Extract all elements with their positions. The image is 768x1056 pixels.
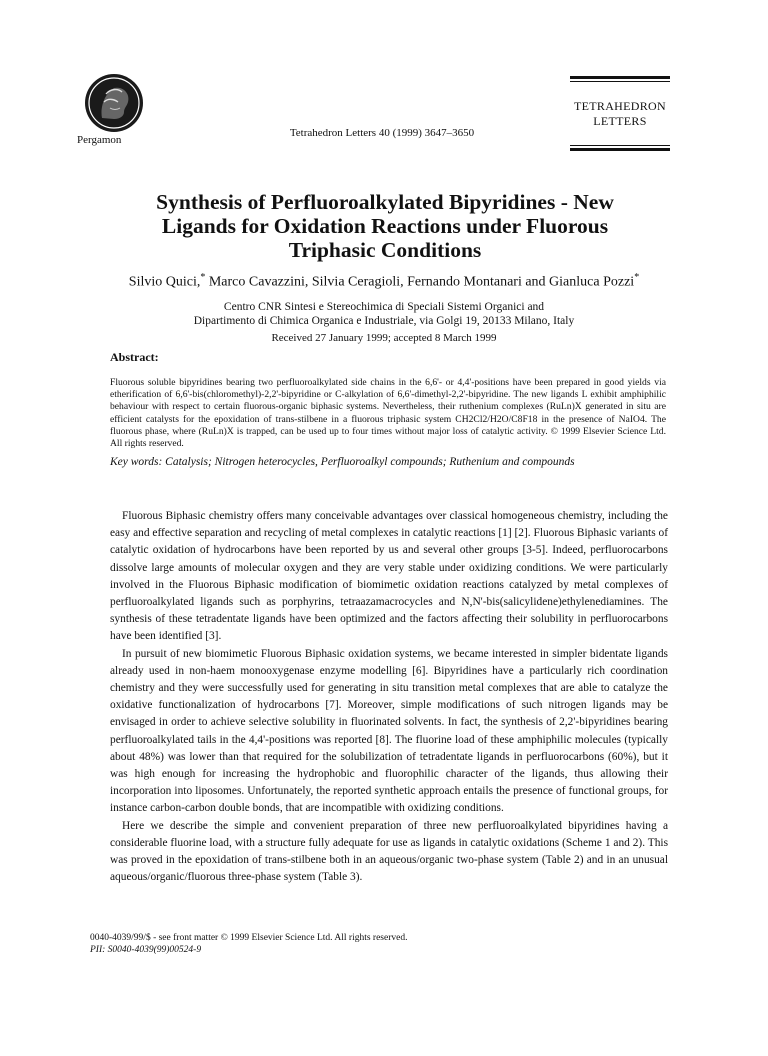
journal-name xyxy=(560,99,680,129)
author-first: Silvio Quici, xyxy=(128,274,201,290)
pergamon-emblem-icon xyxy=(80,72,148,134)
title-line-3: Triphasic Conditions xyxy=(288,238,482,262)
publisher-name: Pergamon xyxy=(77,134,122,146)
affiliation xyxy=(80,300,688,328)
corresponding-marker-2: * xyxy=(634,272,640,283)
corresponding-marker: * xyxy=(200,272,206,283)
title-line-2: Ligands for Oxidation Reactions under Fluorous xyxy=(161,214,609,238)
copyright-line: 0040-4039/99/$ - see front matter © 1999 Elsevier Science Ltd. All rights reserved. xyxy=(90,933,408,943)
keywords: Key words: Catalysis; Nitrogen heterocycles, Perfluoroalkyl compounds; Ruthenium and compounds xyxy=(110,456,575,468)
abstract-text: Fluorous soluble bipyridines bearing two perfluoroalkylated side chains in the 6,6'- or 4,4'-positions have been prepared in good yields via etherification of 6,6'-bis(chloromethyl)-2,2'-bipyridine or C-alkylation of 6,6'-dimethyl-2,2'-bipyridine. The new ligands L exhibit amphiphilic behaviour with respect to certain fluorous-organic biphasic systems. Nevertheless, their ruthenium complexes (RuLn)X generated in situ are efficient catalysts for the epoxidation of trans-stilbene in a fluorous triphasic system CH2Cl2/H2O/C8F18 in the presence of NaIO4. The fluorous phase, where (RuLn)X is trapped, can be used up to four times without major loss of catalytic activity. © 1999 Elsevier Science Ltd. All rights reserved. xyxy=(110,377,666,450)
abstract-heading: Abstract: xyxy=(110,350,159,364)
journal-rule-top xyxy=(570,76,670,79)
body-paragraph: In pursuit of new biomimetic Fluorous Biphasic oxidation systems, we became interested in simpler bidentate ligands already used in non-haem monooxygenase enzyme modelling [6]. Bipyridines have a particularly rich coordination chemistry and they were successfully used for generating in situ transition metal complexes that are able to catalyze the oxidative functionalization of hydrocarbons [7]. Moreover, simple modifications of such nitrogen ligands may be envisaged in order to achieve selective solubility in fluorinated solvents. In fact, the synthesis of 2,2'-bipyridines bearing perfluoroalkylated tails in the 4,4'-positions was reported [8]. The fluorine load of these amphiphilic molecules (typically about 48%) was lower than that required for the solubilization of tetradentate ligands in perfluorocarbons (60%), but it was high enough for increasing the hydrophobic and fluorophilic character of the ligands, thus allowing their incorporation into liposomes. Unfortunately, the reported synthetic approach entails the presence of functional groups, for instance carbon-carbon double bonds, that are incompatible with oxidizing conditions. xyxy=(110,647,668,815)
article-title xyxy=(90,190,680,262)
journal-name-line1: TETRAHEDRON xyxy=(574,99,666,113)
body-paragraph: Here we describe the simple and convenient preparation of three new perfluoroalkylated bipyridines having a considerable fluorine load, with a structure fully adequate for use as ligands in catalytic oxidations (Scheme 1 and 2). This was proved in the epoxidation of trans-stilbene both in an aqueous/organic two-phase system (Table 2) and in an unusual aqueous/organic/fluorous three-phase system (Table 3). xyxy=(110,819,668,884)
affiliation-line-1: Centro CNR Sintesi e Stereochimica di Speciali Sistemi Organici and xyxy=(223,301,545,313)
author-rest: Marco Cavazzini, Silvia Ceragioli, Fernando Montanari and Gianluca Pozzi xyxy=(205,274,635,290)
author-list xyxy=(80,272,688,291)
citation-text: Tetrahedron Letters 40 (1999) 3647–3650 xyxy=(289,127,475,139)
journal-rule-bottom xyxy=(570,148,670,151)
copyright-footer xyxy=(90,932,407,956)
article-body xyxy=(110,508,668,886)
affiliation-line-2: Dipartimento di Chimica Organica e Industriale, via Golgi 19, 20133 Milano, Italy xyxy=(193,315,575,327)
journal-rule-top-thin xyxy=(570,81,670,82)
title-line-1: Synthesis of Perfluoroalkylated Bipyridines - New xyxy=(156,190,614,214)
publisher-logo xyxy=(80,72,148,134)
journal-rule-bottom-thin xyxy=(570,145,670,146)
pii-line: PII: S0040-4039(99)00524-9 xyxy=(90,945,202,955)
journal-name-line2: LETTERS xyxy=(593,114,647,128)
body-paragraph: Fluorous Biphasic chemistry offers many conceivable advantages over classical homogeneous chemistry, including the easy and effective separation and recycling of metal complexes in catalytic reactions [1] [2]. Fluorous Biphasic variants of catalytic oxidation of hydrocarbons have been reported by us and several other groups [3-5]. Indeed, perfluorocarbons dissolve large amounts of molecular oxygen and they are very stable under oxidizing conditions. We were particularly involved in the Fluorous Biphasic modification of biomimetic oxidation reactions catalyzed by metal complexes of perfluoroalkylated ligands such as porphyrins, tetraazamacrocycles and N,N'-bis(salicylidene)ethylenediamines. The synthesis of these tetradentate ligands have been optimized and the factors affecting their solubility in perfluorocarbons have been identified [3]. xyxy=(110,510,668,643)
received-dates: Received 27 January 1999; accepted 8 March 1999 xyxy=(271,332,497,344)
